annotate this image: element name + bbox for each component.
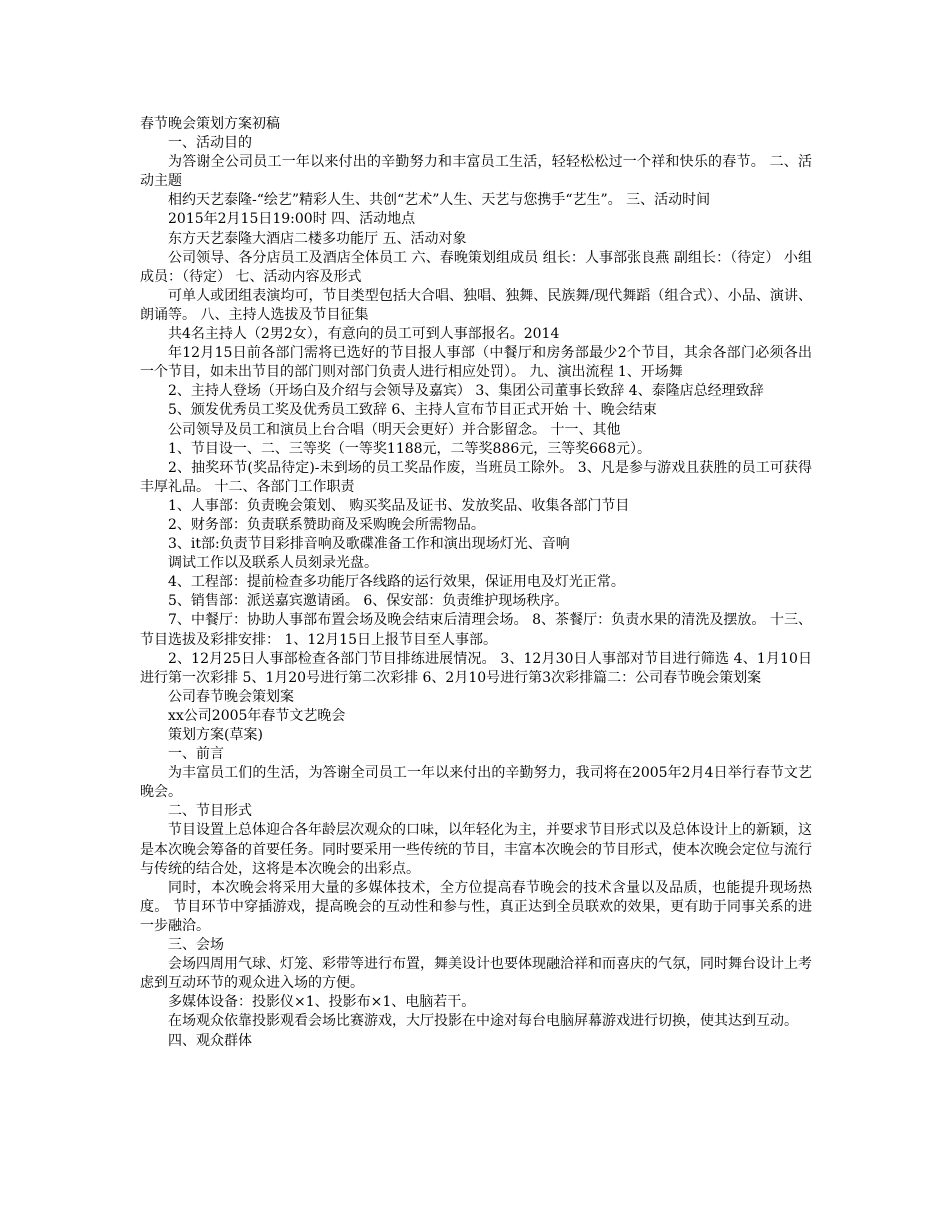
- paragraph: 5、销售部：派送嘉宾邀请函。 6、保安部：负责维护现场秩序。: [168, 593, 569, 610]
- paragraph: 东方天艺泰隆大酒店二楼多功能厅 五、活动对象: [168, 230, 467, 247]
- paragraph: 二、节目形式: [168, 803, 252, 820]
- paragraph: 1、人事部：负责晚会策划、 购买奖品及证书、发放奖品、收集各部门节目: [168, 497, 630, 514]
- paragraph: 调试工作以及联系人员刻录光盘。: [168, 555, 378, 572]
- paragraph: 2、主持人登场（开场白及介绍与会领导及嘉宾） 3、集团公司董事长致辞 4、泰隆店总经理致辞: [168, 383, 764, 400]
- paragraph: 年12月15日前各部门需将已选好的节目报人事部（中餐厅和房务部最少2个节目，其余各部门必须各出一个节目，如未出节目的部门则对部门负责人进行相应处罚）。 九、演出流程 1、开场舞: [140, 345, 812, 381]
- paragraph: 策划方案(草案): [168, 727, 263, 743]
- paragraph: 2、12月25日人事部检查各部门节目排练进展情况。 3、12月30日人事部对节目进行筛选 4、1月10日进行第一次彩排 5、1月20号进行第二次彩排 6、2月10号进行第3次彩排篇二：公司春节晚会策划案: [140, 650, 812, 686]
- paragraph: 为答谢全公司员工一年以来付出的辛勤努力和丰富员工生活，轻轻松松过一个祥和快乐的春节。 二、活动主题: [140, 154, 812, 190]
- document-page: [140, 115, 812, 1051]
- paragraph: xx公司2005年春节文艺晚会: [168, 707, 346, 724]
- paragraph: 1、节目设一、二、三等奖（一等奖1188元，二等奖886元，三等奖668元）。: [168, 440, 651, 457]
- paragraph: 同时，本次晚会将采用大量的多媒体技术，全方位提高春节晚会的技术含量以及品质，也能提升现场热度。 节目环节中穿插游戏，提高晚会的互动性和参与性，真正达到全员联欢的效果，更有助于同事关系的进一步融洽。: [140, 879, 812, 934]
- paragraph: 节目设置上总体迎合各年龄层次观众的口味，以年轻化为主，并要求节目形式以及总体设计上的新颖，这是本次晚会筹备的首要任务。同时要采用一些传统的节目，丰富本次晚会的节目形式，使本次晚会定位与流行与传统的结合处，这将是本次晚会的出彩点。: [140, 822, 812, 877]
- paragraph: 公司领导、各分店员工及酒店全体员工 六、春晚策划组成员 组长：人事部张良燕 副组长：（待定） 小组成员：（待定） 七、活动内容及形式: [140, 249, 812, 285]
- paragraph: 4、工程部：提前检查多功能厅各线路的运行效果，保证用电及灯光正常。: [168, 574, 625, 591]
- paragraph: 多媒体设备：投影仪×1、投影布×1、电脑若干。: [168, 994, 476, 1011]
- paragraph: 一、活动目的: [168, 135, 252, 152]
- paragraph: 三、会场: [168, 937, 224, 954]
- paragraph: 5、颁发优秀员工奖及优秀员工致辞 6、主持人宣布节目正式开始 十、晚会结束: [168, 402, 657, 419]
- paragraph: 可单人或团组表演均可，节目类型包括大合唱、独唱、独舞、民族舞/现代舞蹈（组合式）、小品、演讲、朗诵等。 八、主持人选拔及节目征集: [140, 287, 812, 323]
- paragraph: 3、it部:负责节目彩排音响及歌碟准备工作和演出现场灯光、音响: [168, 536, 570, 553]
- paragraph: 一、前言: [168, 746, 224, 763]
- document-title: 春节晚会策划方案初稿: [140, 116, 280, 132]
- paragraph: 2015年2月15日19:00时 四、活动地点: [168, 211, 416, 228]
- paragraph: 为丰富员工们的生活，为答谢全司员工一年以来付出的辛勤努力，我司将在2005年2月4日举行春节文艺晚会。: [140, 765, 812, 801]
- paragraph: 2、财务部：负责联系赞助商及采购晚会所需物品。: [168, 516, 485, 533]
- paragraph: 7、中餐厅：协助人事部布置会场及晚会结束后清理会场。 8、茶餐厅：负责水果的清洗及摆放。 十三、节目选拔及彩排安排： 1、12月15日上报节目至人事部。: [140, 612, 812, 648]
- paragraph: 会场四周用气球、灯笼、彩带等进行布置，舞美设计也要体现融洽祥和而喜庆的气氛，同时舞台设计上考虑到互动环节的观众进入场的方便。: [140, 956, 812, 992]
- paragraph: 相约天艺泰隆-“绘艺”精彩人生、共创“艺术”人生、天艺与您携手“艺生”。 三、活动时间: [168, 192, 711, 209]
- paragraph: 共4名主持人（2男2女），有意向的员工可到人事部报名。2014: [168, 326, 560, 343]
- paragraph: 公司春节晚会策划案: [168, 688, 294, 705]
- paragraph: 2、抽奖环节(奖品待定)-未到场的员工奖品作废，当班员工除外。 3、凡是参与游戏且获胜的员工可获得丰厚礼品。 十二、各部门工作职责: [140, 459, 812, 495]
- paragraph: 公司领导及员工和演员上台合唱（明天会更好）并合影留念。 十一、其他: [168, 421, 621, 438]
- paragraph: 四、观众群体: [168, 1032, 252, 1049]
- paragraph: 在场观众依靠投影观看会场比赛游戏，大厅投影在中途对每台电脑屏幕游戏进行切换，使其达到互动。: [168, 1013, 798, 1030]
